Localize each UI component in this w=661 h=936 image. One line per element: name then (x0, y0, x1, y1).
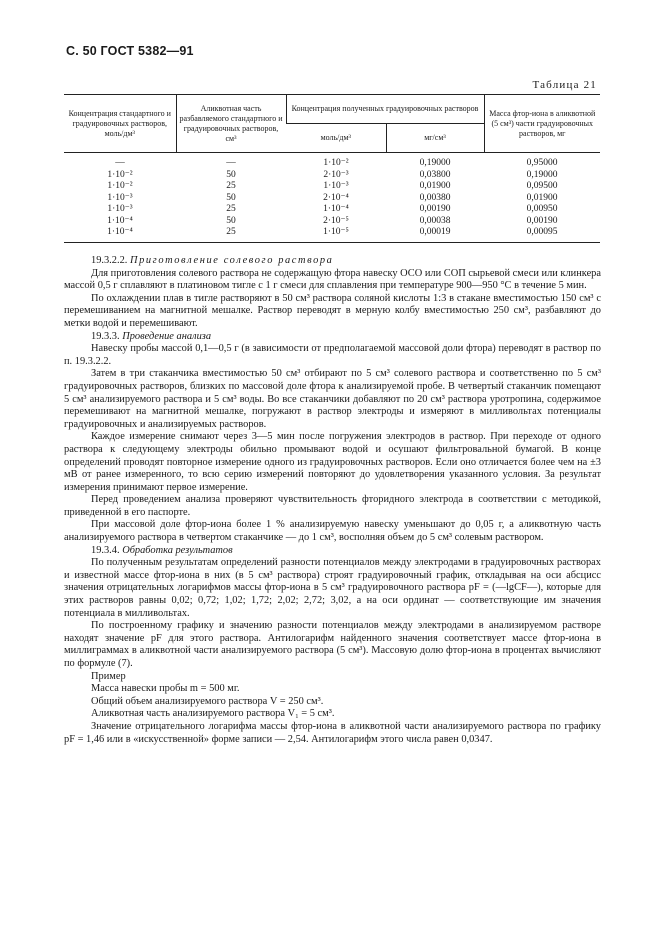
section-number: 19.3.2.2. (91, 255, 128, 266)
page-header: С. 50 ГОСТ 5382—91 (66, 44, 194, 58)
table-cell: 0,09500 (526, 181, 558, 191)
table-cell: 50 (226, 169, 236, 180)
section-title: Проведение анализа (122, 330, 212, 342)
table-cell: 2·10⁻³ (323, 169, 349, 180)
paragraph: Каждое измерение снимают через 3—5 мин после погружения электродов в раствор. При переходе от одного раствора к следующему электроды обильно промывают водой и осушают фильтровальной бумагой. В конце определений проводят повторное измерение одного из градуировочных растворов. Если оно отличается более чем на ±3 мВ от ранее измеренного, то всю серию измерений повторяют до удовлетворения указанного условия. За результат измерения принимают первое измерение. (64, 431, 601, 493)
table-cell: 25 (226, 204, 236, 214)
table-cell: 1·10⁻³ (323, 181, 349, 191)
table-cell: — (226, 158, 236, 168)
paragraph: Навеску пробы массой 0,1—0,5 г (в зависимости от предполагаемой массовой доли фтора) переводят в раствор по п. 19.3.2.2. (64, 343, 601, 367)
header-aliquot: Аликвотная часть разбавляемого стандартного и градуировочных растворов, см³ (176, 95, 286, 153)
paragraph: Аликвотная часть анализируемого раствора V₁ = 5 см³. (91, 708, 335, 720)
section-title: Обработка результатов (122, 544, 233, 556)
table-cell: 0,00190 (526, 215, 558, 226)
table-cell: 0,95000 (526, 158, 558, 168)
table-cell: 1·10⁻⁴ (107, 215, 133, 226)
table-row (64, 204, 600, 216)
table-cell: 0,00019 (419, 227, 451, 237)
table-cell: 25 (226, 227, 236, 237)
table-cell: 25 (226, 181, 236, 191)
table-cell: 0,00190 (419, 204, 451, 214)
table-cell: 0,00950 (526, 204, 558, 214)
table-cell: 1·10⁻² (107, 169, 133, 180)
table-row (64, 181, 600, 193)
paragraph: Пример (91, 670, 126, 682)
table-cell: 1·10⁻⁴ (323, 204, 349, 214)
header-mg: мг/см³ (386, 124, 484, 153)
paragraph: Затем в три стаканчика вместимостью 50 см³ отбирают по 5 см³ солевого раствора и соответственно по 5 см³ градуировочных растворов, близких по массовой доле фтора к анализируемой пробе. В четвертый стаканчик помещают 5 см³ анализируемого раствора и 5 см³ воды. Во все стаканчики добавляют по 20 см³ раствора уротропина, содержимое перемешивают на магнитной мешалке, погружают в раствор электроды и измеряют в милливольтах потенциалы градуировочных и анализируемых растворов. (64, 368, 601, 430)
paragraph: Значение отрицательного логарифма массы фтор-иона в аликвотной части анализируемого раствора по графику pF = 1,46 или в «искусственной» форме записи — 2,54. Антилогарифм этого числа равен 0,0347. (64, 720, 601, 745)
paragraph: Перед проведением анализа проверяют чувствительность фторидного электрода в соответствии с методикой, приведенной в его паспорте. (64, 494, 601, 518)
body-text (64, 255, 601, 746)
table-cell: 0,03800 (419, 169, 451, 180)
table-cell: 2·10⁻⁵ (323, 215, 349, 226)
section-19-3-3 (64, 331, 601, 344)
table-cell: 2·10⁻⁴ (323, 192, 349, 203)
header-concentration: Концентрация стандартного и градуировочных растворов, моль/дм³ (64, 95, 176, 153)
section-title: Приготовление солевого раствора (129, 255, 334, 266)
header-mass: Масса фтор-иона в аликвотной (5 см³) части градуировочных растворов, мг (484, 95, 600, 153)
section-number: 19.3.3. (91, 330, 120, 342)
table-cell: 1·10⁻² (323, 158, 349, 168)
table-row (64, 153, 600, 170)
table-cell: — (115, 158, 125, 168)
header-group: Концентрация полученных градуировочных растворов (286, 95, 484, 124)
table-cell: 50 (226, 192, 236, 203)
table-row (64, 193, 600, 205)
table-cell: 1·10⁻³ (107, 204, 133, 214)
table-caption: Таблица 21 (532, 79, 597, 91)
table-cell: 50 (226, 215, 236, 226)
paragraph: При массовой доле фтор-иона более 1 % анализируемую навеску уменьшают до 0,05 г, а аликвотную часть анализируемого раствора в четвертом стаканчике — до 1 см³, восполняя объем до 5 см³ солевым раствором. (64, 519, 601, 544)
table-cell: 1·10⁻² (107, 181, 133, 191)
paragraph: По охлаждении плав в тигле растворяют в 50 см³ раствора соляной кислоты 1:3 в стакане вместимостью 150 см³ с перемешиванием на магнитной мешалке. Раствор переводят в мерную колбу вместимостью 250 см³, разбавляют до метки водой и перемешивают. (64, 292, 601, 329)
table-cell: 0,01900 (526, 192, 558, 203)
paragraph: По построенному графику и значению разности потенциалов между электродами в анализируемом растворе находят значение pF для этого раствора. Антилогарифм найденного значения соответствует массе фтор-иона в миллиграммах в аликвотной части анализируемого раствора (5 см³). Массовую долю фтор-иона в процентах вычисляют по формуле (7). (64, 620, 601, 669)
header-mol: моль/дм³ (286, 124, 386, 153)
table-cell: 0,19000 (526, 169, 558, 180)
table-row (64, 216, 600, 228)
table-cell: 0,00095 (526, 227, 558, 237)
section-19-3-4 (64, 545, 601, 558)
paragraph: Общий объем анализируемого раствора V = 250 см³. (91, 695, 324, 707)
table-cell: 0,00380 (419, 192, 451, 203)
table-row (64, 227, 600, 242)
section-19-3-2-2 (64, 255, 601, 268)
table-cell: 0,01900 (419, 181, 451, 191)
table-cell: 1·10⁻⁵ (323, 227, 349, 237)
paragraph: Для приготовления солевого раствора не содержащую фтора навеску ОСО или СОП сырьевой смеси или клинкера массой 0,5 г сплавляют в платиновом тигле с 1 г смеси для сплавления при температуре 900—950 °С в течение 5 мин. (64, 267, 601, 292)
paragraph: Масса навески пробы m = 500 мг. (91, 683, 240, 695)
table-cell: 1·10⁻⁴ (107, 227, 133, 237)
table-row (64, 170, 600, 182)
section-number: 19.3.4. (91, 544, 120, 556)
table-cell: 0,19000 (419, 158, 451, 168)
table-cell: 1·10⁻³ (107, 192, 133, 203)
table-cell: 0,00038 (419, 215, 451, 226)
calibration-table (64, 94, 600, 243)
paragraph: По полученным результатам определений разности потенциалов между электродами в градуировочных растворах и известной массе фтор-иона в них (в 5 см³ раствора) строят градуировочный график, откладывая на оси абсцисс значения отрицательных логарифмов массы фтор-иона в 5 см³ градуировочного раствора pF = (—lgCF—), которые для этих растворов равны 0,02; 0,72; 1,02; 1,72; 2,02; 2,72; 3,02, а на оси ординат — соответствующие им значения потенциала в милливольтах. (64, 557, 601, 619)
